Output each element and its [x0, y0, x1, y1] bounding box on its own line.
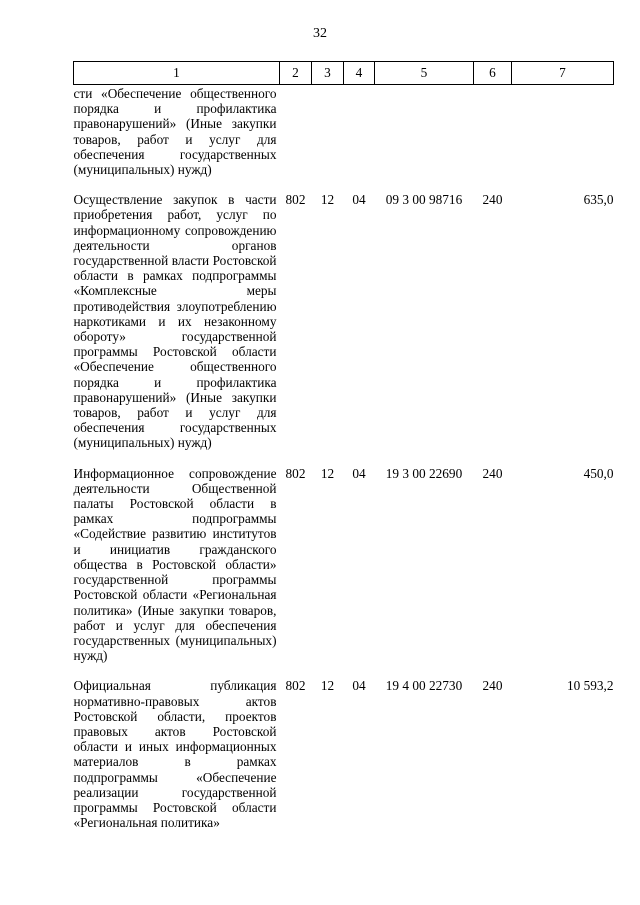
- table-row: [74, 85, 614, 193]
- row-section-code: 12: [320, 465, 335, 481]
- header-col-4: 4: [344, 62, 375, 85]
- row-subsection-code: [344, 85, 375, 193]
- row-target-code: [375, 85, 474, 193]
- row-target-code: 19 3 00 22690: [385, 465, 463, 481]
- row-expense-type: [474, 85, 512, 193]
- row-description: Осуществление закупок в части приобретения работ, услуг по информационному сопровождению деятельности органов государственной власти Ростовской области в рамках подпрограммы «Комплексные меры противодействия злоупотреблению наркотиками и их незаконному обороту» государственной программы Ростовской области «Обеспечение общественного порядка и профилактика правонарушений» (Иные закупки товаров, работ и услуг для обеспечения государственных (муниципальных) нужд): [73, 192, 277, 451]
- row-ministry-code: [280, 85, 312, 193]
- table-body: [74, 85, 614, 831]
- row-description: Официальная публикация нормативно-правовых актов Ростовской области, проектов правовых актов Ростовской области и иных информационных материалов в рамках подпрограммы «Обеспечение реализации государственной программы Ростовской области «Региональная политика»: [73, 678, 277, 831]
- row-expense-type: 240: [482, 192, 503, 208]
- row-ministry-code: 802: [285, 192, 306, 208]
- page-number: 32: [313, 26, 327, 41]
- row-subsection-code: 04: [352, 465, 366, 481]
- table-header: [74, 62, 614, 85]
- row-ministry-code: 802: [285, 465, 306, 481]
- row-amount: 10 593,2: [566, 678, 614, 694]
- row-subsection-code: 04: [352, 192, 366, 208]
- header-col-1: 1: [74, 62, 280, 85]
- row-amount: [512, 85, 614, 193]
- row-ministry-code: 802: [285, 678, 306, 694]
- header-col-6: 6: [474, 62, 512, 85]
- row-target-code: 09 3 00 98716: [385, 192, 463, 208]
- header-col-7: 7: [512, 62, 614, 85]
- row-description: сти «Обеспечение общественного порядка и профилактика правонарушений» (Иные закупки товаров, работ и услуг для обеспечения государственных (муниципальных) нужд): [73, 86, 277, 178]
- row-section-code: 12: [320, 192, 335, 208]
- row-section-code: 12: [320, 678, 335, 694]
- row-amount: 450,0: [583, 465, 614, 481]
- row-target-code: 19 4 00 22730: [385, 678, 463, 694]
- table-row: [74, 466, 614, 679]
- row-description: Информационное сопровождение деятельности Общественной палаты Ростовской области в рамках подпрограммы «Содействие развитию институтов и инициатив гражданского общества в Ростовской области» государственной программы Ростовской области «Региональная политика» (Иные закупки товаров, работ и услуг для обеспечения государственных (муниципальных) нужд): [73, 465, 277, 664]
- row-expense-type: 240: [482, 465, 503, 481]
- header-col-2: 2: [280, 62, 312, 85]
- row-section-code: [312, 85, 344, 193]
- row-amount: 635,0: [583, 192, 614, 208]
- row-subsection-code: 04: [352, 678, 366, 694]
- table-row: [74, 192, 614, 465]
- row-expense-type: 240: [482, 678, 503, 694]
- header-col-5: 5: [375, 62, 474, 85]
- table-row: [74, 678, 614, 830]
- budget-table: [73, 61, 614, 830]
- header-row: [74, 62, 614, 85]
- header-col-3: 3: [312, 62, 344, 85]
